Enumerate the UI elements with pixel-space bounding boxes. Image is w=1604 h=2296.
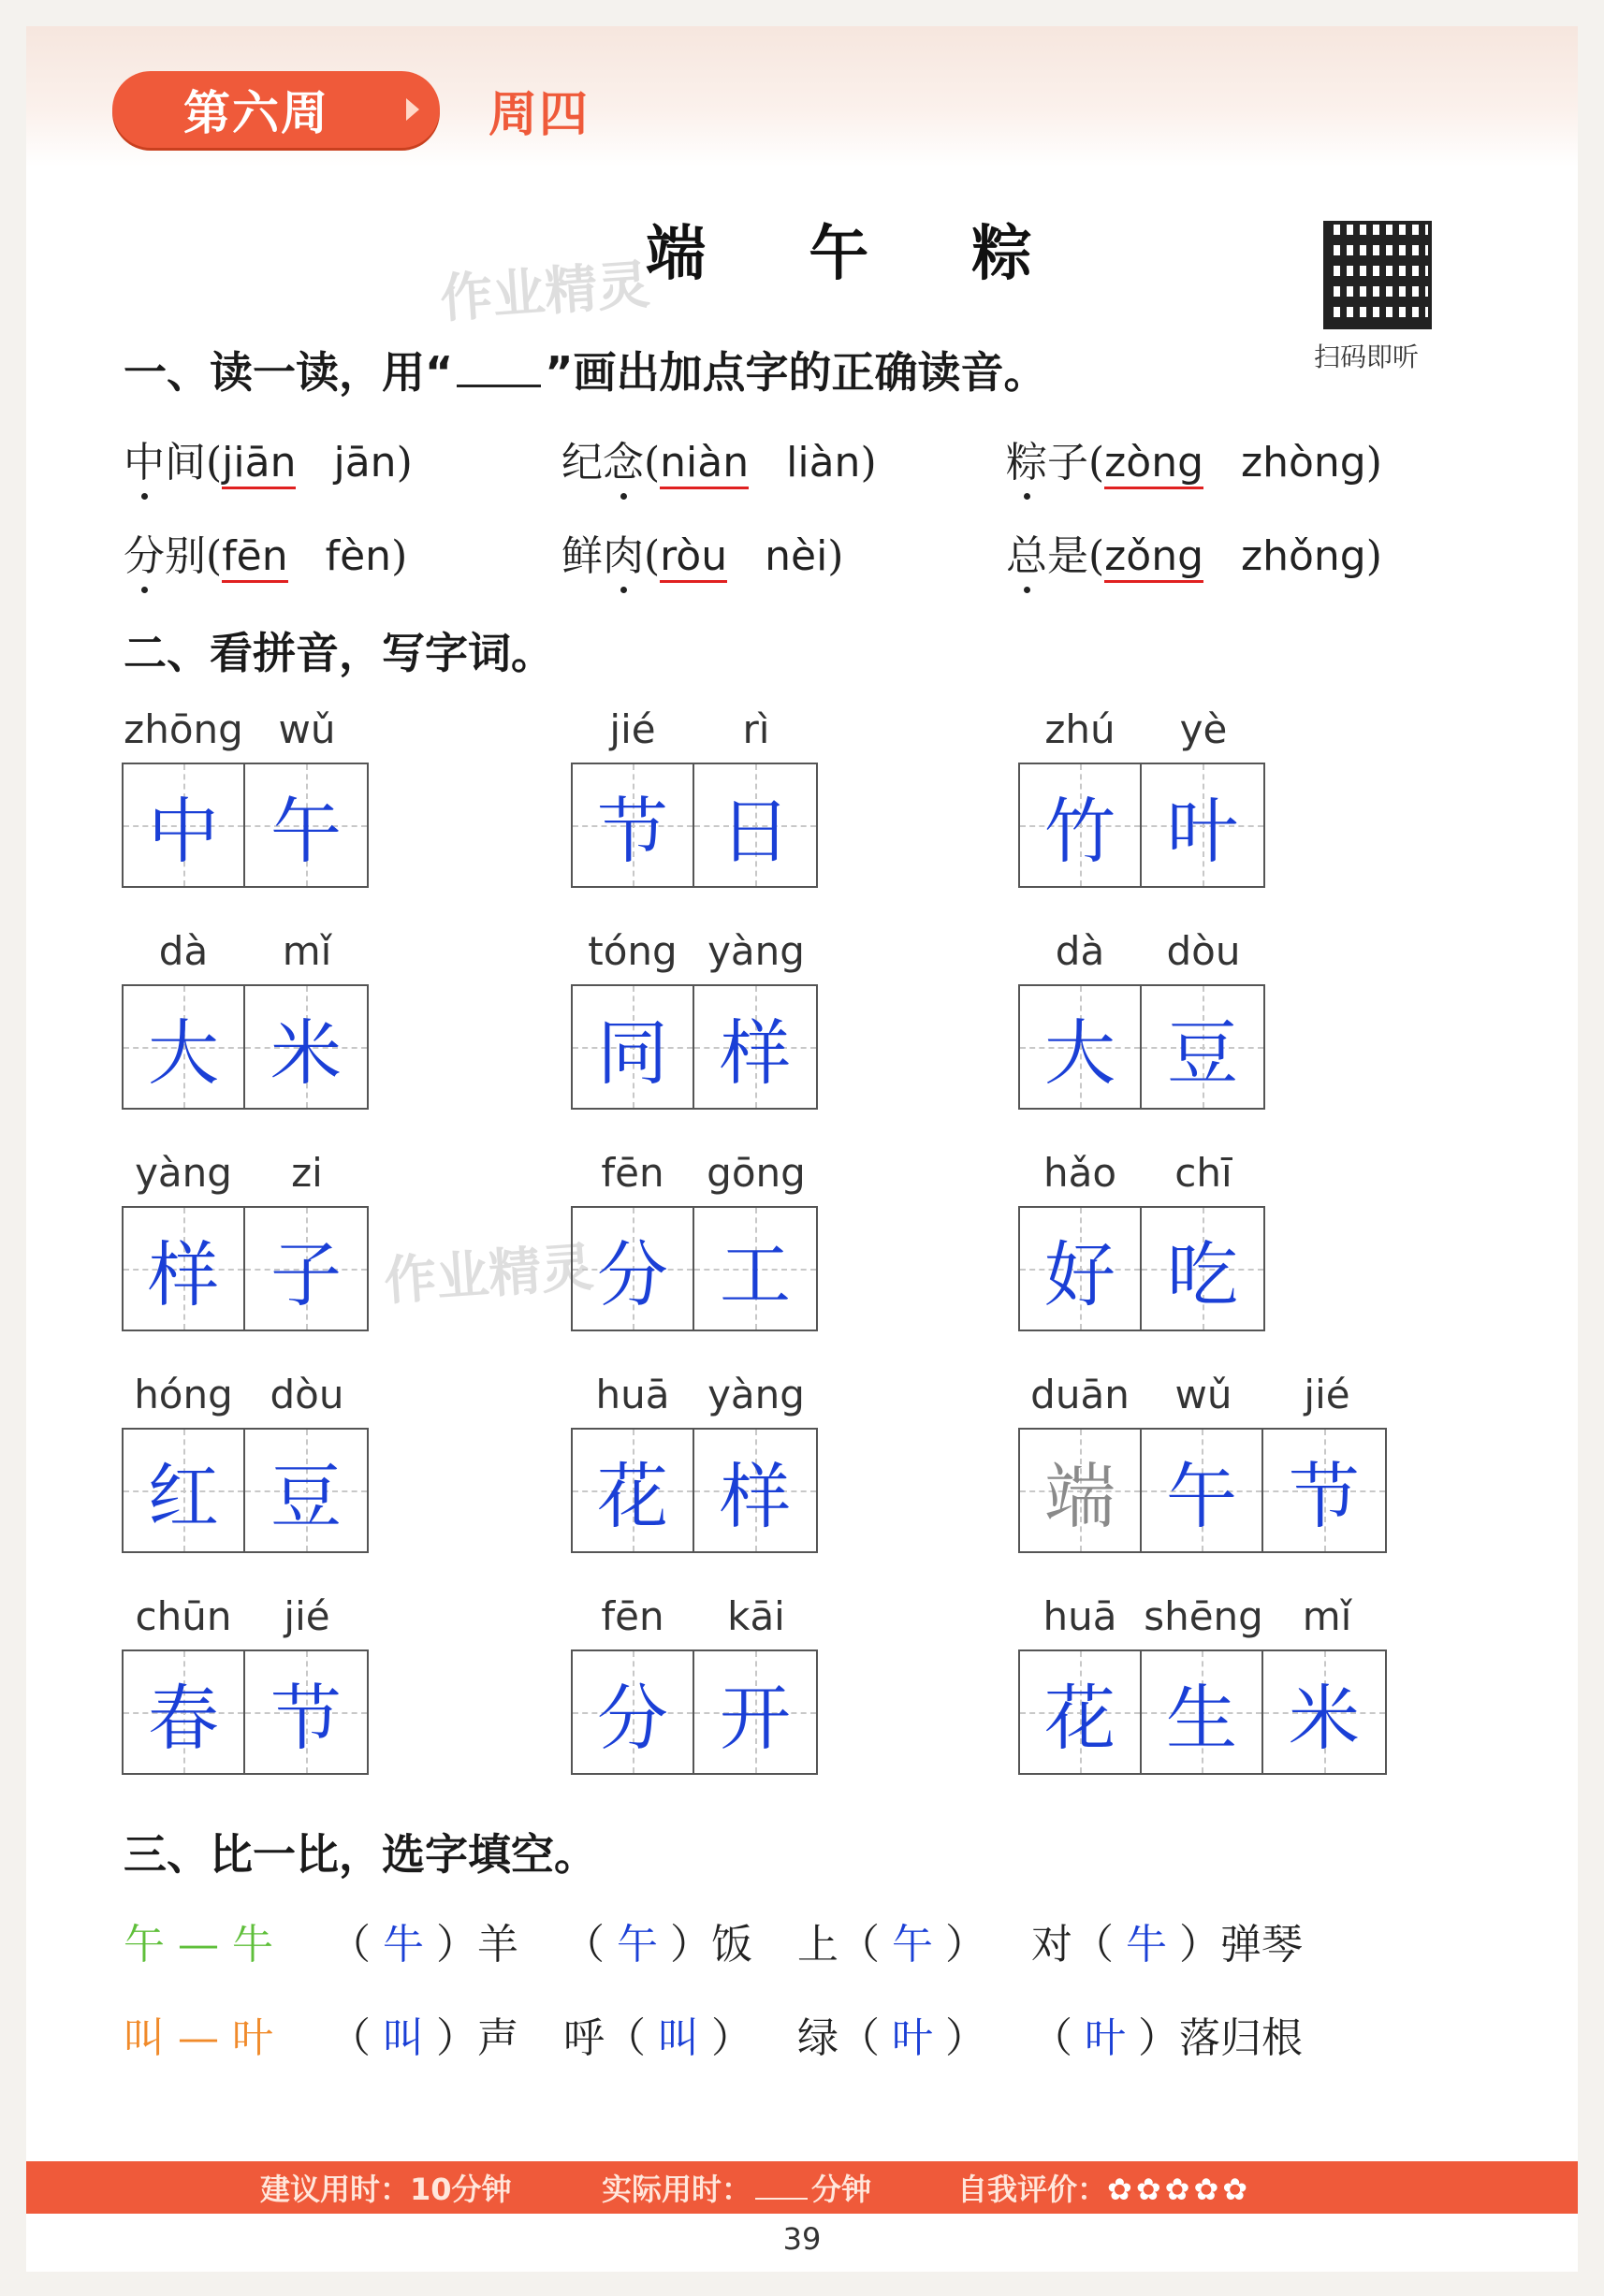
answer-char: 样 [720,1454,791,1538]
tianzige-cell[interactable] [124,1208,245,1330]
pinyin-row [122,1593,369,1649]
answer-char: 样 [720,1010,791,1095]
answer-char: 豆 [1167,1010,1238,1095]
answer-char[interactable]: 午 [617,1921,658,1969]
pinyin-word [122,1593,369,1775]
pinyin-word [571,706,818,888]
tianzige-boxes [571,763,818,888]
tianzige-cell[interactable] [1020,986,1142,1108]
tianzige-boxes [122,1428,369,1553]
blank-line [457,385,541,387]
tianzige-cell[interactable] [573,764,694,886]
pinyin-option[interactable]: ròu [660,532,727,583]
watermark: 作业精灵 [438,254,652,330]
actual-time-label: 实际用时： [602,2172,752,2207]
pinyin-word [1018,928,1265,1110]
answer-char: 春 [148,1676,219,1760]
answer-char[interactable]: 叶 [1085,2014,1126,2062]
answer-char[interactable]: 牛 [383,1921,424,1969]
suggested-time: 建议用时：10分钟 [260,2172,512,2207]
tianzige-cell[interactable] [124,1430,245,1551]
section-1-heading [124,339,1046,400]
pinyin: mǐ [1302,1593,1352,1639]
answer-char[interactable]: 牛 [1126,1921,1167,1969]
pinyin: yàng [707,1372,805,1417]
tianzige-boxes [571,1649,818,1775]
pinyin-row [571,928,818,984]
pinyin: chī [1174,1150,1232,1196]
pinyin-row [1018,1593,1389,1649]
pinyin-option[interactable]: zhǒng [1241,532,1366,580]
tianzige-boxes [571,1428,818,1553]
pinyin-row [571,706,818,763]
footer-bar [26,2161,1578,2214]
watermark: 作业精灵 [382,1237,596,1313]
answer-char: 子 [270,1232,342,1316]
tianzige-cell[interactable] [694,1208,816,1330]
pinyin: dà [158,928,209,974]
answer-char: 午 [270,789,342,873]
reading-item: 粽子(zòng zhòng) [1006,429,1382,488]
flower-rating-icon[interactable]: ✿✿✿✿✿ [1107,2172,1252,2207]
actual-time-unit: 分钟 [811,2172,872,2207]
answer-char[interactable]: 叫 [383,2014,424,2062]
answer-char[interactable]: 叶 [892,2014,933,2062]
pinyin-option[interactable]: nèi [765,532,828,580]
pinyin-word [122,1150,369,1331]
week-label: 第六周 [183,86,329,140]
reading-item: 鲜肉(ròu nèi) [561,522,843,582]
compare-pair: 午 — 牛 [124,1921,273,1969]
heading-text: ”画出加点字的正确读音。 [545,347,1047,398]
pinyin: jié [609,706,656,752]
pinyin-word [1018,1150,1265,1331]
pinyin: zi [291,1150,323,1196]
answer-char: 米 [1289,1676,1360,1760]
pinyin-word [571,1593,818,1775]
pinyin: shēng [1144,1593,1263,1639]
compare-row [124,1911,1348,1970]
answer-char: 午 [1166,1454,1237,1538]
tianzige-boxes [122,1206,369,1331]
pinyin-word [571,1150,818,1331]
answer-char: 生 [1166,1676,1237,1760]
answer-char: 大 [148,1010,219,1095]
fill-blank-item: 对（ 牛 ）弹琴 [1031,1911,1303,1970]
pinyin: zhú [1044,706,1116,752]
pinyin: wǔ [1174,1372,1232,1417]
tianzige-cell[interactable] [245,764,367,886]
answer-char: 日 [720,789,791,873]
pinyin: hóng [134,1372,233,1417]
hanzi: 粽 [1006,439,1047,487]
pinyin: dòu [1166,928,1241,974]
section-2-heading: 二、看拼音，写字词。 [124,628,554,678]
hanzi: 间 [165,439,206,487]
reading-item: 总是(zǒng zhǒng) [1006,522,1382,582]
pinyin-row [122,706,369,763]
hanzi: 鲜 [561,532,603,580]
qr-label: 扫码即听 [1314,341,1420,372]
hanzi: 别 [165,532,206,580]
answer-char: 米 [270,1010,342,1095]
tianzige-cell[interactable] [573,986,694,1108]
pinyin: jié [284,1593,330,1639]
hanzi: 是 [1047,532,1088,580]
pinyin-row [1018,928,1265,984]
fill-blank-item: （ 牛 ）羊 [329,1911,518,1970]
tianzige-boxes [1018,1649,1387,1775]
pinyin: yè [1179,706,1228,752]
fill-blank-item: 上（ 午 ） [797,1911,986,1970]
hanzi: 纪 [561,439,603,487]
tianzige-cell[interactable] [694,764,816,886]
hanzi: 子 [1047,439,1088,487]
tianzige-cell[interactable] [1020,1651,1142,1773]
pinyin-row [122,1150,369,1206]
answer-char[interactable]: 午 [892,1921,933,1969]
reading-item: 纪念(niàn liàn) [561,429,877,488]
reading-item: 中间(jiān jān) [124,429,413,488]
pinyin: mǐ [282,928,332,974]
tianzige-boxes [122,1649,369,1775]
tianzige-cell[interactable] [124,1651,245,1773]
tianzige-cell[interactable] [124,764,245,886]
tianzige-cell[interactable] [245,1208,367,1330]
pinyin: dòu [270,1372,344,1417]
compare-row [124,2004,1348,2064]
tianzige-boxes [1018,763,1265,888]
tianzige-boxes [1018,1428,1387,1553]
answer-char: 叶 [1167,789,1238,873]
answer-char[interactable]: 叫 [658,2014,699,2062]
answer-char: 节 [597,789,668,873]
pinyin: duān [1030,1372,1130,1417]
week-badge [112,71,440,148]
answer-char: 样 [148,1232,219,1316]
fill-blank-item: （ 午 ）饭 [563,1911,752,1970]
pinyin-option[interactable]: zhòng [1241,439,1366,487]
hanzi: 中 [124,439,165,487]
self-eval-label: 自我评价： [957,2172,1108,2207]
tianzige-boxes [571,984,818,1110]
answer-char: 端 [1044,1454,1116,1538]
pinyin-word [1018,706,1265,888]
pinyin-row [122,1372,369,1428]
pinyin: fēn [601,1593,664,1639]
pinyin-row [571,1372,818,1428]
pinyin-word [122,928,369,1110]
hanzi: 总 [1006,532,1047,580]
fill-blank-item: （ 叶 ）落归根 [1031,2004,1303,2064]
actual-time [602,2166,871,2209]
answer-char: 节 [270,1676,342,1760]
tianzige-boxes [571,1206,818,1331]
answer-char: 分 [597,1676,668,1760]
pinyin: jié [1304,1372,1350,1417]
tianzige-cell[interactable] [694,1651,816,1773]
pinyin: gōng [707,1150,806,1196]
fill-blank-item: （ 叫 ）声 [329,2004,518,2064]
pinyin-option[interactable]: fēn [222,532,287,583]
tianzige-cell[interactable] [1020,1208,1142,1330]
heading-text: 一、读一读，用“ [124,347,454,398]
tianzige-boxes [1018,984,1265,1110]
hanzi: 分 [124,532,165,580]
pinyin-word [571,928,818,1110]
answer-char: 吃 [1167,1232,1238,1316]
pinyin-row [571,1150,818,1206]
tianzige-cell[interactable] [1142,1651,1263,1773]
fill-blank-item: 呼（ 叫 ） [563,2004,752,2064]
qr-code-icon[interactable] [1323,221,1432,329]
pinyin: fēn [601,1150,664,1196]
pinyin-row [1018,1372,1389,1428]
actual-time-blank[interactable] [755,2198,808,2200]
answer-char: 大 [1044,1010,1116,1095]
pinyin-word [122,706,369,888]
answer-char: 好 [1044,1232,1116,1316]
answer-char: 豆 [270,1454,342,1538]
tianzige-cell[interactable] [124,986,245,1108]
tianzige-cell[interactable] [1142,764,1263,886]
pinyin: wǔ [278,706,336,752]
pinyin: huā [595,1372,670,1417]
pinyin: kāi [727,1593,785,1639]
reading-item: 分别(fēn fèn) [124,522,407,582]
fill-blank-item: 绿（ 叶 ） [797,2004,986,2064]
tianzige-cell[interactable] [1263,1430,1385,1551]
tianzige-cell[interactable] [1020,764,1142,886]
pinyin-option[interactable]: fèn [325,532,392,580]
hanzi: 念 [603,439,644,487]
tianzige-cell[interactable] [1142,1430,1263,1551]
answer-char: 分 [597,1232,668,1316]
tianzige-cell[interactable] [1020,1430,1142,1551]
pinyin: dà [1055,928,1105,974]
tianzige-cell[interactable] [1263,1651,1385,1773]
pinyin: zhōng [124,706,243,752]
hanzi: 肉 [603,532,644,580]
section-3-heading: 三、比一比，选字填空。 [124,1829,597,1880]
tianzige-cell[interactable] [1142,986,1263,1108]
pinyin-option[interactable]: liàn [786,439,861,487]
compare-pair: 叫 — 叶 [124,2014,273,2062]
pinyin: tóng [588,928,678,974]
pinyin-row [571,1593,818,1649]
pinyin: yàng [707,928,805,974]
tianzige-cell[interactable] [245,986,367,1108]
answer-char: 花 [597,1454,668,1538]
tianzige-cell[interactable] [573,1651,694,1773]
answer-char: 工 [720,1232,791,1316]
tianzige-cell[interactable] [245,1430,367,1551]
tianzige-cell[interactable] [573,1430,694,1551]
pinyin-option[interactable]: zòng [1104,439,1203,489]
answer-char: 竹 [1044,789,1116,873]
pinyin-option[interactable]: jiān [222,439,296,489]
play-arrow-icon [406,98,419,121]
answer-char: 花 [1044,1676,1116,1760]
lesson-title: 端 午 粽 [646,219,1073,289]
pinyin-word [1018,1372,1389,1553]
pinyin-word [571,1372,818,1553]
tianzige-boxes [122,763,369,888]
pinyin: yàng [135,1150,232,1196]
tianzige-boxes [122,984,369,1110]
pinyin-row [1018,1150,1265,1206]
answer-char: 同 [597,1010,668,1095]
tianzige-cell[interactable] [245,1651,367,1773]
pinyin-word [1018,1593,1389,1775]
tianzige-cell[interactable] [1142,1208,1263,1330]
pinyin-option[interactable]: zǒng [1104,532,1203,583]
tianzige-cell[interactable] [694,986,816,1108]
pinyin-row [122,928,369,984]
pinyin-word [122,1372,369,1553]
answer-char: 开 [720,1676,791,1760]
tianzige-cell[interactable] [694,1430,816,1551]
pinyin-option[interactable]: jān [333,439,397,487]
pinyin: huā [1043,1593,1117,1639]
pinyin: hǎo [1043,1150,1117,1196]
pinyin: rì [742,706,770,752]
tianzige-cell[interactable] [573,1208,694,1330]
pinyin-row [1018,706,1265,763]
answer-char: 节 [1289,1454,1360,1538]
tianzige-boxes [1018,1206,1265,1331]
answer-char: 红 [148,1454,219,1538]
page-number: 39 [782,2221,822,2257]
answer-char: 中 [148,789,219,873]
weekday-label: 周四 [488,87,591,143]
pinyin-option[interactable]: niàn [660,439,749,489]
self-evaluation [957,2166,1251,2209]
pinyin: chūn [135,1593,232,1639]
